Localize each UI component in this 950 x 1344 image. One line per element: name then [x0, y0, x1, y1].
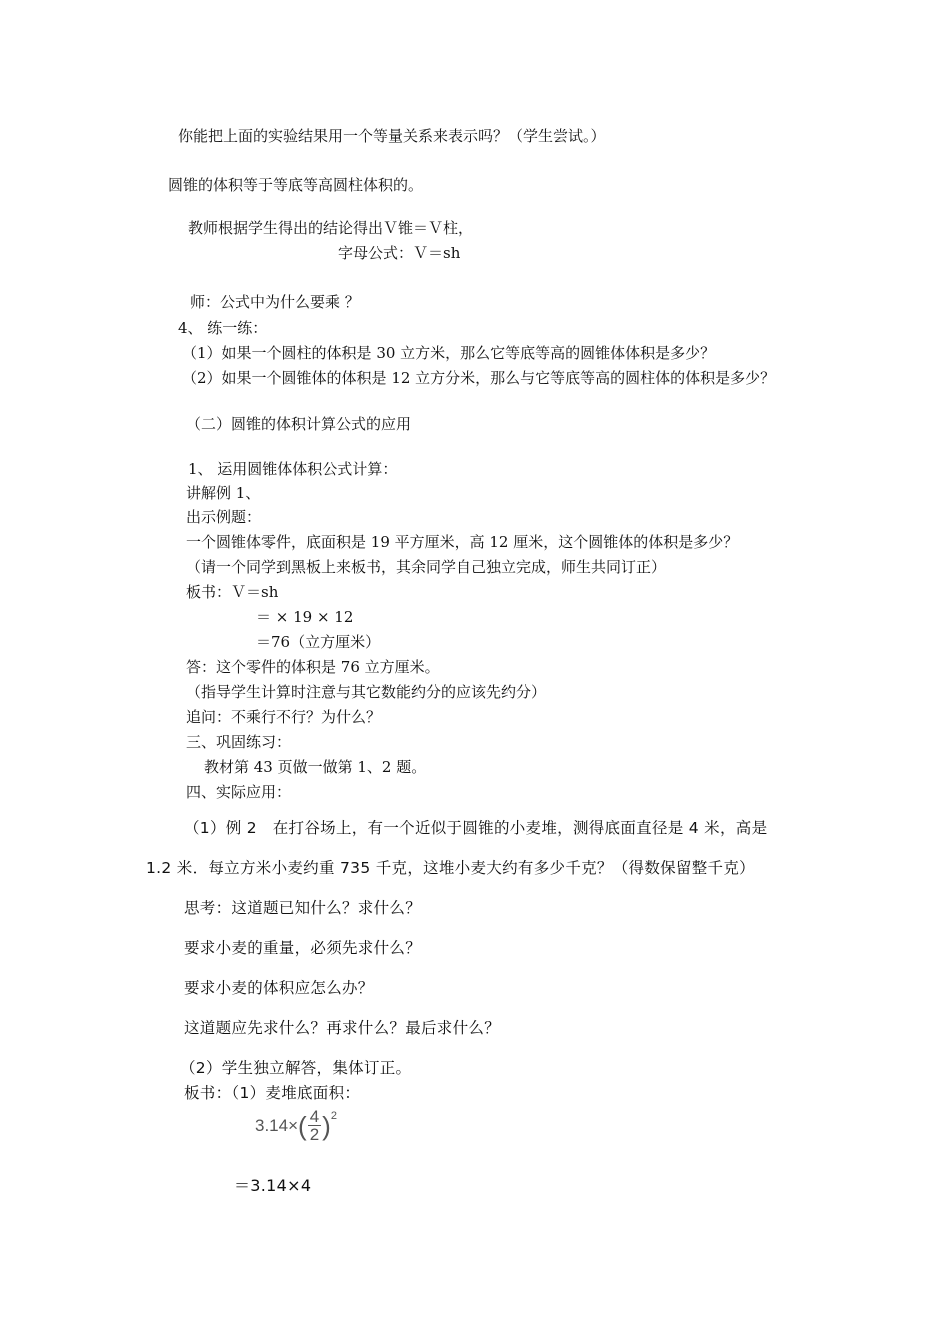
- doc-line: 三、巩固练习：: [186, 733, 292, 751]
- doc-line: 追问：不乘行不行？为什么？: [186, 708, 382, 726]
- formula-exponent: 2: [330, 1110, 337, 1122]
- doc-line: 一个圆锥体零件，底面积是 19 平方厘米，高 12 厘米，这个圆锥体的体积是多少？: [186, 533, 739, 551]
- doc-line: 四、实际应用：: [186, 783, 292, 801]
- doc-line: 思考：这道题已知什么？求什么？: [184, 899, 422, 917]
- doc-line: ＝76（立方厘米）: [256, 633, 381, 651]
- doc-line: 要求小麦的重量，必须先求什么？: [184, 939, 422, 957]
- doc-line: 圆锥的体积等于等底等高圆柱体积的。: [168, 176, 424, 194]
- formula-fraction: [308, 1108, 321, 1143]
- doc-line: （1）如果一个圆柱的体积是 30 立方米，那么它等底等高的圆锥体体积是多少？: [182, 344, 716, 362]
- formula-numerator: 4: [309, 1107, 320, 1126]
- doc-line: 这道题应先求什么？再求什么？最后求什么？: [184, 1019, 501, 1037]
- doc-line: 教师根据学生得出的结论得出Ｖ锥＝Ｖ柱，: [188, 219, 474, 237]
- doc-line: 字母公式：Ｖ＝sh: [338, 244, 461, 262]
- doc-line: （2）学生独立解答，集体订正。: [180, 1059, 412, 1077]
- doc-line: 要求小麦的体积应怎么办？: [184, 979, 374, 997]
- doc-line: （请一个同学到黑板上来板书，其余同学自己独立完成，师生共同订正）: [186, 558, 667, 576]
- doc-line: 讲解例 1、: [186, 484, 261, 502]
- doc-line: 师：公式中为什么要乘 ？: [190, 293, 360, 311]
- formula-paren-close: ): [322, 1110, 331, 1141]
- doc-line: 板书：（1）麦堆底面积：: [184, 1084, 361, 1102]
- doc-line: 教材第 43 页做一做第 1、2 题。: [204, 758, 427, 776]
- doc-line: 板书：Ｖ＝sh: [186, 583, 279, 601]
- doc-line: 答：这个零件的体积是 76 立方厘米。: [186, 658, 440, 676]
- formula-paren-open: (: [298, 1110, 307, 1141]
- doc-line: （二）圆锥的体积计算公式的应用: [186, 415, 412, 433]
- doc-line: （指导学生计算时注意与其它数能约分的应该先约分）: [186, 683, 547, 701]
- doc-line: ＝3.14×4: [234, 1176, 312, 1195]
- doc-line: （1）例 2 在打谷场上，有一个近似于圆锥的小麦堆，测得底面直径是 4 米，高是: [184, 819, 768, 837]
- formula-denominator: 2: [309, 1125, 320, 1144]
- doc-line: ＝ × 19 × 12: [256, 608, 354, 626]
- doc-line: 1、 运用圆锥体体积公式计算：: [188, 460, 398, 478]
- doc-line: （2）如果一个圆锥体的体积是 12 立方分米，那么与它等底等高的圆柱体的体积是多少？: [182, 369, 776, 387]
- doc-line: 4、 练一练：: [178, 319, 268, 337]
- formula-image: [255, 1108, 337, 1143]
- formula-coef: 3.14×: [255, 1115, 299, 1135]
- doc-line: 你能把上面的实验结果用一个等量关系来表示吗？（学生尝试。）: [178, 127, 606, 145]
- doc-line: 1.2 米．每立方米小麦约重 735 千克，这堆小麦大约有多少千克？（得数保留整千克）: [146, 859, 755, 877]
- doc-line: 出示例题：: [186, 508, 262, 526]
